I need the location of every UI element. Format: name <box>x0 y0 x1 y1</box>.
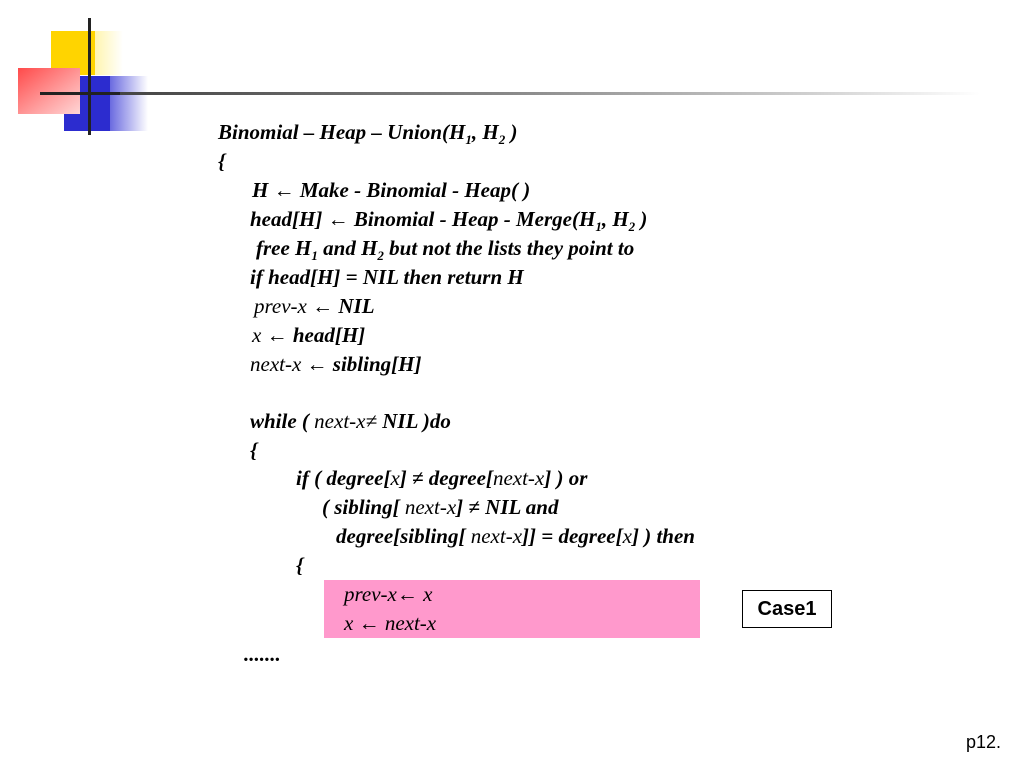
title-rule <box>120 92 980 95</box>
logo-yellow-fade <box>95 31 123 75</box>
line-if-nil: if head[H] = NIL then return H <box>250 265 524 289</box>
logo-blue-fade <box>110 76 148 131</box>
line-merge: head[H] ← Binomial - Heap - $Merge(H_1$, $H_2$ ) <box>250 207 648 235</box>
line-next-x: next-x ← sibling[H] <box>250 352 422 376</box>
logo-vertical-line <box>88 18 91 135</box>
line-prev-x: prev-x ← NIL <box>254 294 375 318</box>
line-free: free $H_1$ and $H_2$ but not the lists they point to <box>256 236 635 264</box>
case1-line-x: x ← next-x <box>344 611 437 635</box>
line-while: while ( next-x≠ NIL )do <box>250 409 451 433</box>
if-brace: { <box>296 553 304 577</box>
line-make-heap: H ← Make - Binomial - Heap( ) <box>252 178 531 202</box>
line-if-degree: if ( degree[x] ≠ degree[next-x] ) or <box>296 466 588 490</box>
logo-red-square <box>18 68 80 114</box>
logo-horizontal-line <box>40 92 120 95</box>
line-x: x ← head[H] <box>252 323 366 347</box>
page-number: p12. <box>966 732 1002 752</box>
ellipsis: ....... <box>244 642 281 666</box>
case1-line-prev-x: prev-x← x <box>344 582 433 606</box>
function-signature: Binomial – Heap – $Union(H_1$, $H_2$ ) <box>218 120 518 148</box>
open-brace: { <box>218 149 226 173</box>
line-degree-sibling: degree[sibling[ next-x]] = degree[x] ) then <box>336 524 695 548</box>
while-brace: { <box>250 438 258 462</box>
case-label-box: Case1 <box>742 590 832 628</box>
line-sibling: ( sibling[ next-x] ≠ NIL and <box>322 495 559 519</box>
